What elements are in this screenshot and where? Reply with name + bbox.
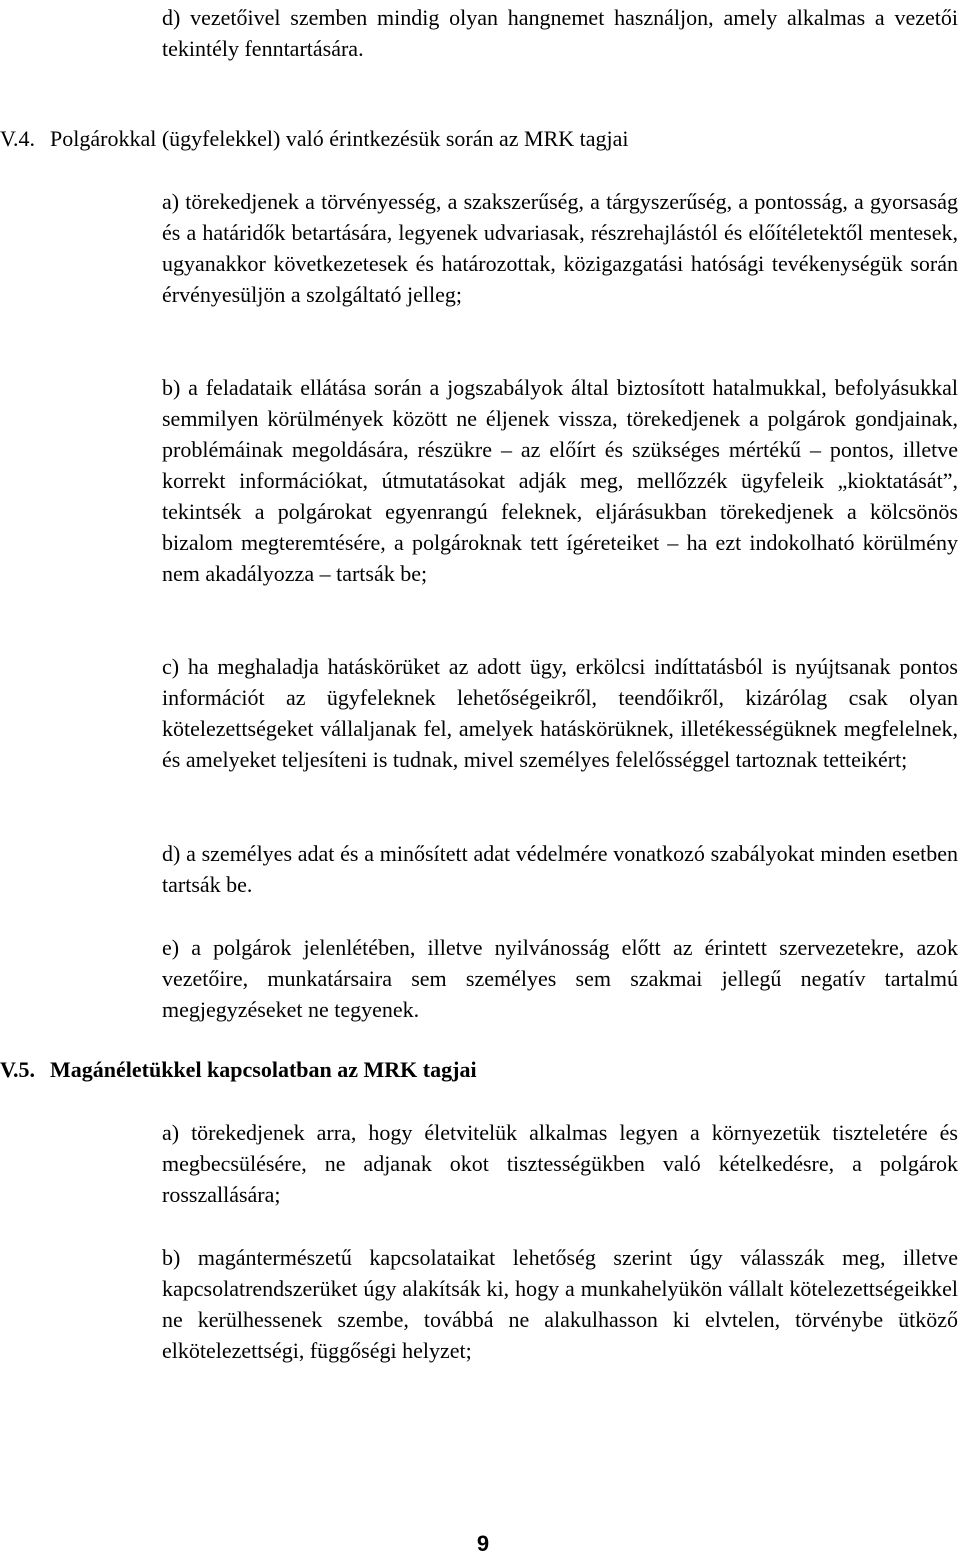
section-heading-v4 — [0, 123, 960, 154]
paragraph-v4-c: c) ha meghaladja hatáskörüket az adott ügy, erkölcsi indíttatásból is nyújtsanak pontos információt az ügyfeleknek lehetőségeikről, teendőikről, kizárólag csak olyan kötelezettségeket vállaljanak fel, amelyek hatáskörüknek, illetékességüknek megfelelnek, és amelyeket teljesíteni is tudnak, mivel személyes felelősséggel tartoznak tetteikért; — [162, 654, 958, 772]
section-number: V.4. — [0, 126, 36, 151]
page-number: 9 — [476, 1531, 490, 1556]
section-number: V.5. — [0, 1057, 36, 1082]
section-title: Polgárokkal (ügyfelekkel) való érintkezésük során az MRK tagjai — [50, 126, 629, 151]
paragraph-v4-a: a) törekedjenek a törvényesség, a szakszerűség, a tárgyszerűség, a pontosság, a gyorsaság és a határidők betartására, legyenek udvariasak, részrehajlástól és előítéletektől mentesek, ugyanakkor következetesek és határozottak, közigazgatási hatósági tevékenységük során érvényesüljön a szolgáltató jelleg; — [162, 189, 958, 307]
section-title: Magánéletükkel kapcsolatban az MRK tagjai — [50, 1057, 477, 1082]
paragraph-v4-b: b) a feladataik ellátása során a jogszabályok által biztosított hatalmukkal, befolyásukkal semmilyen körülmények között ne éljenek vissza, törekedjenek a polgárok gondjainak, problémáinak megoldására, részükre – az előírt és szükséges mértékű – pontos, illetve korrekt információkat, útmutatásokat adják meg, mellőzzék ügyfeleik „kioktatását”, tekintsék a polgárokat egyenrangú feleknek, eljárásukban törekedjenek a kölcsönös bizalom megteremtésére, a polgároknak tett ígéreteiket – ha ezt indokolható körülmény nem akadályozza – tartsák be; — [162, 375, 958, 586]
paragraph-v4-prev-d: d) vezetőivel szemben mindig olyan hangnemet használjon, amely alkalmas a vezetői tekintély fenntartására. — [162, 5, 958, 61]
paragraph-v4-d: d) a személyes adat és a minősített adat védelmére vonatkozó szabályokat minden esetben tartsák be. — [162, 841, 958, 897]
paragraph-v5-a: a) törekedjenek arra, hogy életvitelük alkalmas legyen a környezetük tiszteletére és megbecsülésére, ne adjanak okot tisztességükben való kételkedésre, a polgárok rosszallására; — [162, 1120, 958, 1207]
section-heading-v5 — [0, 1054, 960, 1085]
paragraph-v5-b: b) magántermészetű kapcsolataikat lehetőség szerint úgy válasszák meg, illetve kapcsolatrendszerüket úgy alakítsák ki, hogy a munkahelyükön vállalt kötelezettségeikkel ne kerülhessenek szembe, továbbá ne alakulhasson ki elvtelen, törvénybe ütköző elkötelezettségi, függőségi helyzet; — [162, 1245, 958, 1363]
paragraph-v4-e: e) a polgárok jelenlétében, illetve nyilvánosság előtt az érintett szervezetekre, azok vezetőire, munkatársaira sem személyes sem szakmai jellegű negatív tartalmú megjegyzéseket ne tegyenek. — [162, 935, 958, 1022]
